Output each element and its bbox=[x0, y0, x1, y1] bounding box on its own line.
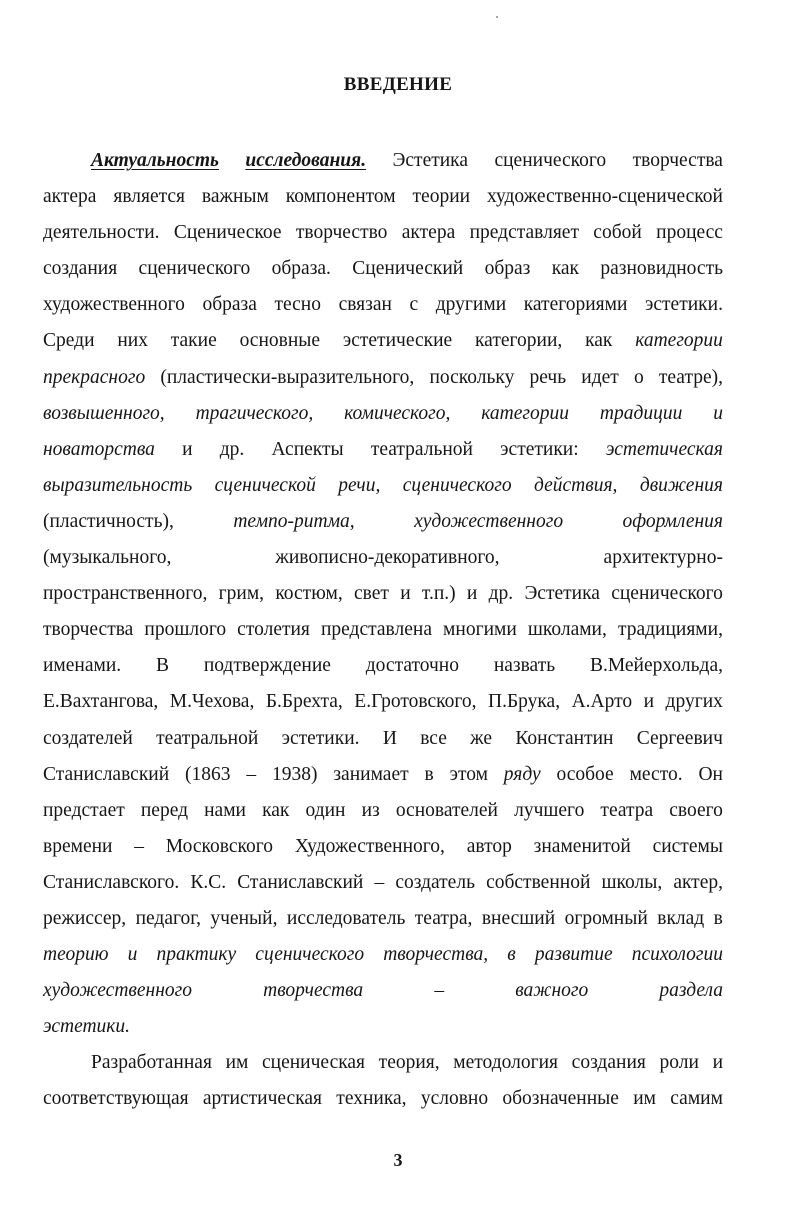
word: обозначенные bbox=[502, 1088, 619, 1110]
text-line bbox=[43, 143, 723, 179]
word: них bbox=[117, 330, 148, 352]
word: и bbox=[127, 944, 138, 966]
word: сценической bbox=[214, 474, 316, 496]
word: занимает bbox=[333, 763, 409, 785]
word: сценического bbox=[138, 258, 251, 280]
word: и bbox=[713, 402, 723, 424]
word: возвышенного, bbox=[43, 402, 165, 424]
text-line bbox=[43, 504, 723, 540]
word: и bbox=[466, 583, 478, 605]
word: важным bbox=[201, 186, 269, 208]
word: создатель bbox=[395, 871, 475, 893]
text-line bbox=[43, 612, 723, 648]
word: традиции bbox=[599, 402, 683, 424]
word: Сценический bbox=[352, 258, 464, 280]
word: творчество bbox=[295, 222, 388, 244]
page-title: ВВЕДЕНИЕ bbox=[343, 74, 453, 95]
word: прошлого bbox=[144, 619, 227, 641]
word: деятельности. bbox=[43, 222, 160, 244]
word: все bbox=[420, 727, 447, 749]
word: В bbox=[155, 655, 169, 677]
word: связан bbox=[338, 294, 392, 316]
scan-speck bbox=[496, 16, 498, 18]
text-line bbox=[43, 648, 723, 684]
word: системы bbox=[652, 835, 723, 857]
word: Художественного, bbox=[294, 835, 445, 857]
word: назвать bbox=[493, 655, 556, 677]
word: режиссер, bbox=[43, 907, 127, 929]
word: К.С. bbox=[190, 871, 227, 893]
word: как bbox=[262, 799, 290, 821]
text-line bbox=[43, 721, 723, 757]
word: сценического bbox=[611, 583, 723, 605]
word: лучшего bbox=[514, 799, 585, 821]
word: творчества, bbox=[383, 944, 489, 966]
word: эстетики. bbox=[645, 294, 723, 316]
word: один bbox=[305, 799, 346, 821]
word: самим bbox=[670, 1088, 723, 1110]
word: им bbox=[633, 1088, 656, 1110]
word: творчества bbox=[43, 619, 134, 641]
word: П.Брука, bbox=[487, 691, 561, 713]
word: театральной bbox=[156, 727, 259, 749]
word: оформления bbox=[622, 510, 723, 532]
word: театра, bbox=[414, 907, 473, 929]
word: свет bbox=[354, 583, 389, 605]
word: категории bbox=[481, 402, 570, 424]
word: вклад bbox=[657, 907, 705, 929]
word: автор bbox=[466, 835, 512, 857]
word: соответствующая bbox=[43, 1088, 189, 1110]
word: времени bbox=[43, 835, 113, 857]
word: представляет bbox=[469, 222, 579, 244]
word: художественного bbox=[43, 980, 192, 1002]
word: особое bbox=[556, 763, 614, 785]
word: речь bbox=[529, 366, 567, 388]
word: собственной bbox=[486, 871, 591, 893]
word: др. bbox=[488, 583, 514, 605]
word: основные bbox=[239, 330, 321, 352]
word: из bbox=[361, 799, 380, 821]
word: сценического bbox=[402, 474, 512, 496]
word: условно bbox=[420, 1088, 489, 1110]
word: – bbox=[434, 980, 445, 1002]
word: развитие bbox=[534, 944, 613, 966]
word: Сергеевич bbox=[636, 727, 723, 749]
word: Он bbox=[698, 763, 723, 785]
word: внесший bbox=[481, 907, 556, 929]
word: темпо-ритма, bbox=[233, 510, 355, 532]
word: – bbox=[134, 835, 145, 857]
word: именами. bbox=[43, 655, 122, 677]
text-line bbox=[43, 829, 723, 865]
word: и bbox=[400, 583, 411, 605]
word: же bbox=[470, 727, 493, 749]
word: Константин bbox=[515, 727, 614, 749]
word: поскольку bbox=[429, 366, 515, 388]
word: столетия bbox=[237, 619, 310, 641]
word: образ bbox=[484, 258, 531, 280]
text-line bbox=[43, 179, 723, 215]
word: сценическая bbox=[262, 1052, 366, 1074]
word: Б.Брехта, bbox=[265, 691, 343, 713]
word: (пластически-выразительного, bbox=[160, 366, 415, 388]
word: своего bbox=[669, 799, 723, 821]
word: сценического bbox=[494, 150, 607, 171]
word: создания bbox=[571, 1052, 646, 1074]
word: в bbox=[507, 944, 516, 966]
word: образа. bbox=[271, 258, 331, 280]
word: предстает bbox=[43, 799, 125, 821]
word: достаточно bbox=[365, 655, 459, 677]
word: эстетическая bbox=[605, 438, 723, 460]
word: педагог, bbox=[135, 907, 201, 929]
text-line bbox=[43, 432, 723, 468]
word: в bbox=[713, 907, 723, 929]
word: теория, bbox=[378, 1052, 440, 1074]
word: 1938) bbox=[272, 763, 318, 785]
text-line bbox=[43, 360, 723, 396]
word: процесс bbox=[656, 222, 723, 244]
word: о bbox=[633, 366, 644, 388]
word: категории, bbox=[475, 330, 563, 352]
word: новаторства bbox=[43, 438, 155, 460]
word: практику bbox=[156, 944, 237, 966]
word: И bbox=[382, 727, 397, 749]
word: комического, bbox=[344, 402, 451, 424]
word: нами bbox=[204, 799, 246, 821]
word: этом bbox=[449, 763, 488, 785]
word: создателей bbox=[43, 727, 133, 749]
word: роли bbox=[659, 1052, 699, 1074]
word: Аспекты bbox=[271, 438, 344, 460]
word: актера bbox=[401, 222, 456, 244]
word: является bbox=[113, 186, 186, 208]
word: театре), bbox=[658, 366, 723, 388]
word: художественного bbox=[414, 510, 564, 532]
word: (пластичность), bbox=[43, 510, 174, 532]
text-line bbox=[43, 540, 723, 576]
text-line bbox=[43, 1009, 723, 1045]
word: эстетики. bbox=[281, 727, 360, 749]
word: раздела bbox=[659, 980, 723, 1002]
word: школы, bbox=[601, 871, 663, 893]
word: Е.Вахтангова, bbox=[43, 691, 159, 713]
word: (музыкального, bbox=[43, 547, 172, 569]
word: перед bbox=[140, 799, 189, 821]
text-line bbox=[43, 323, 723, 359]
word: как bbox=[585, 330, 613, 352]
text-line bbox=[43, 937, 723, 973]
word: другими bbox=[435, 294, 507, 316]
word: разновидность bbox=[600, 258, 723, 280]
text-line bbox=[43, 215, 723, 251]
word: Е.Гротовского, bbox=[354, 691, 477, 713]
word: исследователь bbox=[286, 907, 406, 929]
word: Актуальность bbox=[91, 150, 219, 171]
word: ученый, bbox=[210, 907, 278, 929]
text-line bbox=[43, 973, 723, 1009]
word: сценического bbox=[255, 944, 365, 966]
word: Станиславский bbox=[43, 763, 170, 785]
word: методология bbox=[453, 1052, 559, 1074]
word: костюм, bbox=[275, 583, 343, 605]
word: грим, bbox=[218, 583, 265, 605]
word: тесно bbox=[274, 294, 321, 316]
word: огромный bbox=[564, 907, 648, 929]
word: исследования. bbox=[245, 150, 367, 171]
word: трагического, bbox=[195, 402, 314, 424]
word: и bbox=[182, 438, 193, 460]
word: речи, bbox=[338, 474, 381, 496]
word: Эстетика bbox=[524, 583, 600, 605]
body-text bbox=[43, 143, 723, 1118]
word: (1863 bbox=[185, 763, 231, 785]
word: театральной bbox=[370, 438, 473, 460]
word: творчества bbox=[263, 980, 364, 1002]
word: художественно-сценической bbox=[486, 186, 723, 208]
word: психологии bbox=[631, 944, 723, 966]
word: подтверждение bbox=[203, 655, 331, 677]
text-line bbox=[43, 396, 723, 432]
word: компонентом bbox=[285, 186, 396, 208]
word: выразительность bbox=[43, 474, 193, 496]
word: им bbox=[225, 1052, 249, 1074]
text-line bbox=[43, 793, 723, 829]
word: эстетики. bbox=[43, 1016, 131, 1038]
word: традициями, bbox=[617, 619, 723, 641]
word: создания bbox=[43, 258, 118, 280]
word: прекрасного bbox=[43, 366, 146, 388]
word: пространственного, bbox=[43, 583, 208, 605]
word: место. bbox=[629, 763, 683, 785]
word: – bbox=[374, 871, 385, 893]
text-line bbox=[43, 1045, 723, 1081]
word: Разработанная bbox=[91, 1052, 212, 1074]
text-line bbox=[43, 901, 723, 937]
word: движения bbox=[639, 474, 723, 496]
word: категориями bbox=[523, 294, 628, 316]
word: категории bbox=[635, 330, 723, 352]
text-line bbox=[43, 251, 723, 287]
word: артистическая bbox=[202, 1088, 323, 1110]
word: актера bbox=[43, 186, 97, 208]
word: архитектурно- bbox=[603, 547, 723, 569]
text-line bbox=[43, 757, 723, 793]
word: как bbox=[551, 258, 580, 280]
word: теорию bbox=[43, 944, 109, 966]
text-line bbox=[43, 865, 723, 901]
word: Эстетика bbox=[392, 150, 469, 171]
word: техника, bbox=[336, 1088, 407, 1110]
word: образа bbox=[202, 294, 257, 316]
word: – bbox=[246, 763, 257, 785]
word: теории bbox=[412, 186, 471, 208]
word: т.п.) bbox=[421, 583, 456, 605]
text-line bbox=[43, 1081, 723, 1117]
word: А.Арто bbox=[571, 691, 633, 713]
word: актер, bbox=[673, 871, 723, 893]
word: такие bbox=[170, 330, 217, 352]
word: собой bbox=[593, 222, 642, 244]
word: с bbox=[409, 294, 419, 316]
word: творчества bbox=[632, 150, 723, 171]
page-number: 3 bbox=[393, 1150, 403, 1170]
word: др. bbox=[219, 438, 245, 460]
word: важного bbox=[515, 980, 589, 1002]
text-line bbox=[43, 287, 723, 323]
word: Сценическое bbox=[173, 222, 282, 244]
word: других bbox=[665, 691, 723, 713]
word: ряду bbox=[503, 763, 541, 785]
word: Среди bbox=[43, 330, 95, 352]
word: представлена bbox=[320, 619, 432, 641]
word: школами, bbox=[527, 619, 607, 641]
text-line bbox=[43, 684, 723, 720]
word: и bbox=[643, 691, 655, 713]
word: многими bbox=[443, 619, 517, 641]
word: живописно-декоративного, bbox=[275, 547, 500, 569]
word: Станиславского. bbox=[43, 871, 180, 893]
word: В.Мейерхольда, bbox=[589, 655, 723, 677]
word: в bbox=[424, 763, 434, 785]
word: Московского bbox=[165, 835, 274, 857]
text-line bbox=[43, 468, 723, 504]
word: знаменитой bbox=[533, 835, 631, 857]
word: эстетические bbox=[342, 330, 453, 352]
word: М.Чехова, bbox=[169, 691, 255, 713]
word: эстетики: bbox=[500, 438, 579, 460]
word: действия, bbox=[534, 474, 618, 496]
word: и bbox=[712, 1052, 723, 1074]
word: Станиславский bbox=[237, 871, 364, 893]
word: основателей bbox=[395, 799, 498, 821]
word: театра bbox=[600, 799, 654, 821]
text-line bbox=[43, 576, 723, 612]
word: идет bbox=[581, 366, 619, 388]
word: художественного bbox=[43, 294, 185, 316]
